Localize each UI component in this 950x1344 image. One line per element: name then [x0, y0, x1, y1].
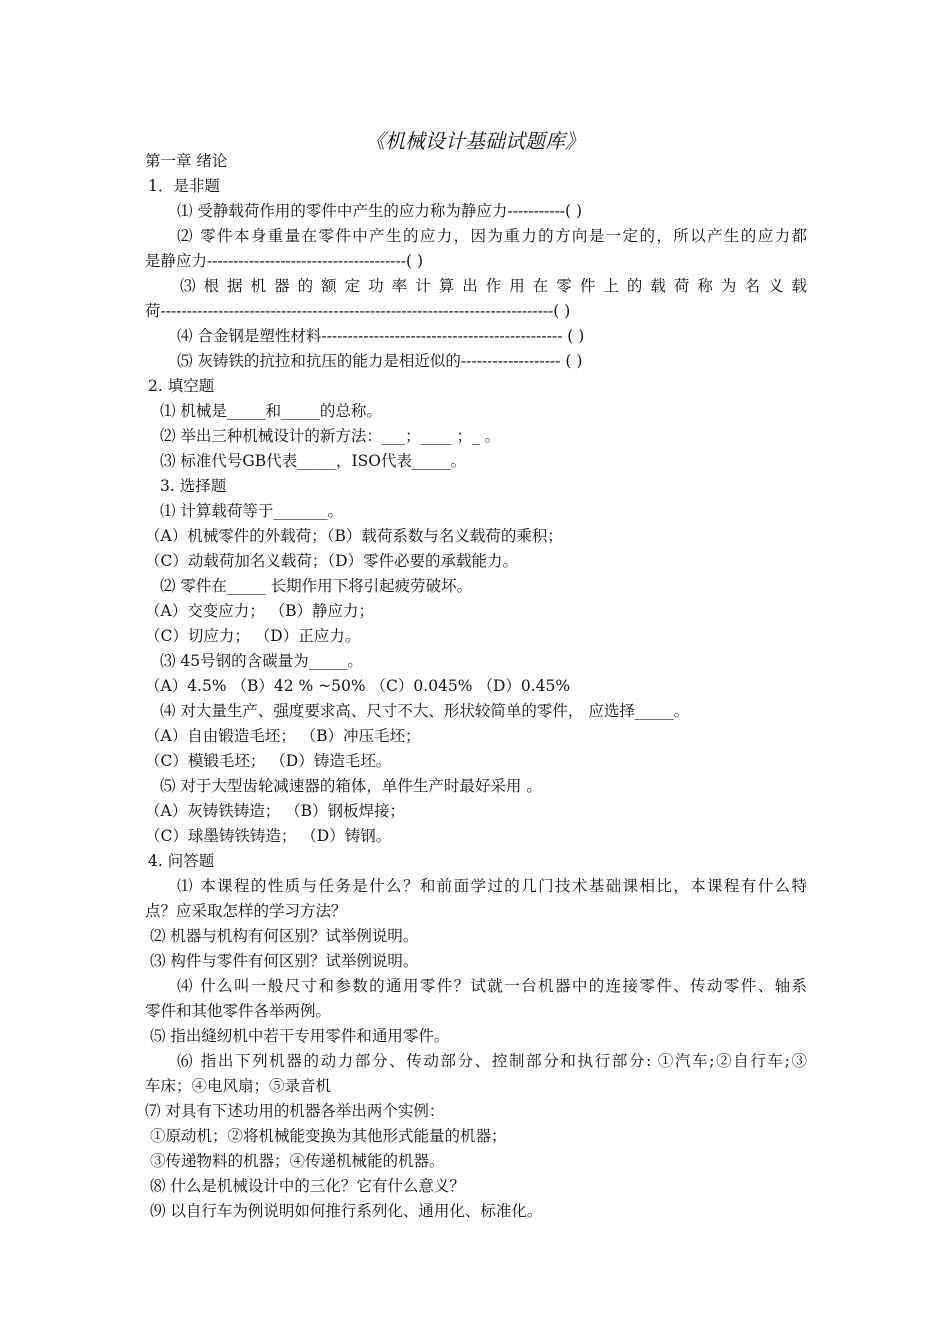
- section-heading-fill-blank: 2. 填空题: [148, 377, 215, 395]
- question-line: ⑷ 对大量生产、强度要求高、尺寸不大、形状较简单的零件， 应选择_____。: [160, 702, 690, 720]
- option-line: （A）交变应力； （B）静应力；: [145, 602, 375, 620]
- question-line: ⑶ 根 据 机 器 的 额 定 功 率 计 算 出 作 用 在 零 件 上 的 载 荷 称 为 名 义 载: [180, 277, 807, 295]
- option-line: （C）切应力； （D）正应力。: [145, 627, 361, 645]
- question-line: ⑶ 标准代号GB代表_____，ISO代表_____。: [160, 452, 467, 470]
- question-line: ⑸ 对于大型齿轮减速器的箱体，单件生产时最好采用 。: [160, 777, 542, 795]
- section-heading-multiple-choice: 3. 选择题: [160, 477, 227, 495]
- option-line: （A）灰铸铁铸造； （B）钢板焊接；: [145, 802, 406, 820]
- question-line: ⑶ 构件与零件有何区别？试举例说明。: [150, 952, 419, 970]
- question-line: ⑺ 对具有下述功用的机器各举出两个实例：: [145, 1102, 445, 1120]
- question-line: ⑵ 机器与机构有何区别？试举例说明。: [150, 927, 419, 945]
- question-line: ⑸ 灰铸铁的抗拉和抗压的能力是相近似的------------------- ( ): [177, 352, 583, 370]
- option-line: （A）自由锻造毛坯； （B）冲压毛坯；: [145, 727, 421, 745]
- section-heading-questions: 4. 问答题: [148, 852, 215, 870]
- option-line: （C）模锻毛坯； （D）铸造毛坯。: [145, 752, 392, 770]
- document-title: 《机械设计基础试题库》: [365, 129, 585, 153]
- question-line: ⑴ 机械是_____和_____的总称。: [160, 402, 382, 420]
- option-line: （C）球墨铸铁铸造； （D）铸钢。: [145, 827, 392, 845]
- question-line: 是静应力--------------------------------------( ): [145, 252, 424, 270]
- chapter-heading: 第一章 绪论: [145, 152, 228, 170]
- section-heading-true-false: 1．是非题: [148, 177, 220, 195]
- option-line: （A）4.5% （B）42 % ~50% （C）0.045% （D）0.45%: [145, 677, 571, 695]
- question-line: ③传递物料的机器；④传递机械能的机器。: [150, 1152, 445, 1170]
- question-line: ⑻ 什么是机械设计中的三化？它有什么意义？: [150, 1177, 465, 1195]
- question-line: ⑴ 计算载荷等于_______。: [160, 502, 344, 520]
- question-line: ⑷ 合金钢是塑性材料---------------------------------------------- ( ): [177, 327, 585, 345]
- question-line: ①原动机；②将机械能变换为其他形式能量的机器；: [150, 1127, 507, 1145]
- question-line: ⑷ 什么叫一般尺寸和参数的通用零件？试就一台机器中的连接零件、传动零件、轴系: [177, 977, 807, 995]
- question-line: ⑸ 指出缝纫机中若干专用零件和通用零件。: [150, 1027, 450, 1045]
- question-line: ⑵ 举出三种机械设计的新方法：___；____ ；_ 。: [160, 427, 501, 445]
- question-line: 荷---------------------------------------------------------------------------( ): [145, 302, 571, 320]
- option-line: （C）动载荷加名义载荷；（D）零件必要的承载能力。: [145, 552, 519, 570]
- question-line: ⑼ 以自行车为例说明如何推行系列化、通用化、标准化。: [150, 1202, 543, 1220]
- question-line: 车床；④电风扇；⑤录音机: [145, 1077, 332, 1095]
- question-line: ⑶ 45号钢的含碳量为_____。: [160, 652, 363, 670]
- question-line: ⑵ 零件本身重量在零件中产生的应力，因为重力的方向是一定的，所以产生的应力都: [177, 227, 807, 245]
- question-line: ⑹ 指出下列机器的动力部分、传动部分、控制部分和执行部分: ①汽车;②自行车;③: [177, 1052, 807, 1070]
- question-line: ⑵ 零件在_____ 长期作用下将引起疲劳破坏。: [160, 577, 473, 595]
- question-line: 零件和其他零件各举两例。: [145, 1002, 332, 1020]
- question-line: 点？应采取怎样的学习方法？: [145, 902, 347, 920]
- question-line: ⑴ 本课程的性质与任务是什么？和前面学过的几门技术基础课相比，本课程有什么特: [177, 877, 807, 895]
- question-line: ⑴ 受静载荷作用的零件中产生的应力称为静应力-----------( ): [177, 202, 583, 220]
- option-line: （A）机械零件的外载荷；（B）载荷系数与名义载荷的乘积；: [145, 527, 563, 545]
